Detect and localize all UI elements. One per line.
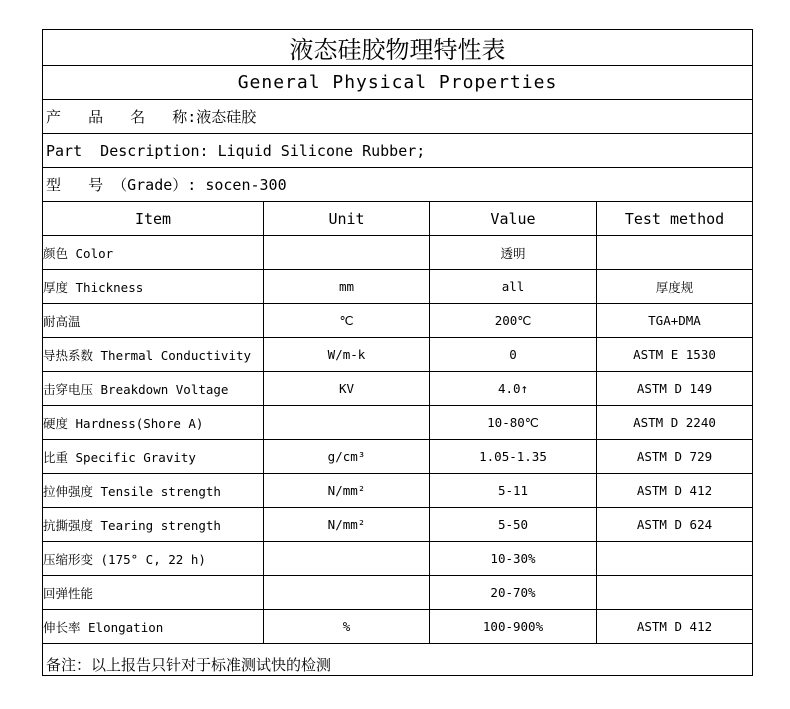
test-method-cell: ASTM E 1530 [597,338,753,372]
info-row [43,100,753,134]
properties-sheet [42,29,753,676]
header-value: Value [430,202,597,236]
value-cell: 10-80℃ [430,406,597,440]
item-cell: 颜色 Color [43,236,264,270]
note-row [43,644,753,676]
header-item: Item [43,202,264,236]
title-row [43,30,753,66]
unit-cell: N/mm² [264,474,430,508]
table-row [43,542,753,576]
info-row [43,168,753,202]
table-row [43,406,753,440]
item-cell: 导热系数 Thermal Conductivity [43,338,264,372]
test-method-cell: ASTM D 412 [597,474,753,508]
header-unit: Unit [264,202,430,236]
value-cell: 0 [430,338,597,372]
item-cell: 伸长率 Elongation [43,610,264,644]
test-method-cell [597,576,753,610]
unit-cell: g/cm³ [264,440,430,474]
grade: 型 号 （Grade）: socen-300 [43,168,753,202]
test-method-cell [597,236,753,270]
item-cell: 击穿电压 Breakdown Voltage [43,372,264,406]
remarks-note: 备注：以上报告只针对于标准测试快的检测 [43,644,753,676]
item-cell: 回弹性能 [43,576,264,610]
value-cell: 透明 [430,236,597,270]
unit-cell [264,406,430,440]
test-method-cell [597,542,753,576]
value-cell: 5-50 [430,508,597,542]
unit-cell: ℃ [264,304,430,338]
unit-cell: % [264,610,430,644]
table-row [43,576,753,610]
table-row [43,610,753,644]
test-method-cell: ASTM D 149 [597,372,753,406]
unit-cell [264,236,430,270]
value-cell: 4.0↑ [430,372,597,406]
table-row [43,474,753,508]
table-row [43,508,753,542]
value-cell: 5-11 [430,474,597,508]
test-method-cell: ASTM D 624 [597,508,753,542]
product-name: 产 品 名 称:液态硅胶 [43,100,753,134]
item-cell: 耐高温 [43,304,264,338]
item-cell: 抗撕强度 Tearing strength [43,508,264,542]
unit-cell [264,576,430,610]
test-method-cell: ASTM D 729 [597,440,753,474]
sheet-title: 液态硅胶物理特性表 [43,30,753,66]
unit-cell: W/m-k [264,338,430,372]
table-row [43,270,753,304]
test-method-cell: ASTM D 2240 [597,406,753,440]
info-row [43,134,753,168]
table-row [43,338,753,372]
table-row [43,304,753,338]
value-cell: 20-70% [430,576,597,610]
test-method-cell: TGA+DMA [597,304,753,338]
part-description: Part Description: Liquid Silicone Rubber; [43,134,753,168]
value-cell: 1.05-1.35 [430,440,597,474]
item-cell: 硬度 Hardness(Shore A) [43,406,264,440]
test-method-cell: 厚度规 [597,270,753,304]
sheet-subtitle: General Physical Properties [43,66,753,100]
item-cell: 比重 Specific Gravity [43,440,264,474]
unit-cell: mm [264,270,430,304]
header-row [43,202,753,236]
test-method-cell: ASTM D 412 [597,610,753,644]
table-row [43,236,753,270]
unit-cell: N/mm² [264,508,430,542]
value-cell: 200℃ [430,304,597,338]
item-cell: 压缩形变 (175° C, 22 h) [43,542,264,576]
value-cell: 10-30% [430,542,597,576]
item-cell: 厚度 Thickness [43,270,264,304]
value-cell: all [430,270,597,304]
header-test-method: Test method [597,202,753,236]
item-cell: 拉伸强度 Tensile strength [43,474,264,508]
value-cell: 100-900% [430,610,597,644]
table-row [43,440,753,474]
unit-cell [264,542,430,576]
unit-cell: KV [264,372,430,406]
table-row [43,372,753,406]
subtitle-row [43,66,753,100]
